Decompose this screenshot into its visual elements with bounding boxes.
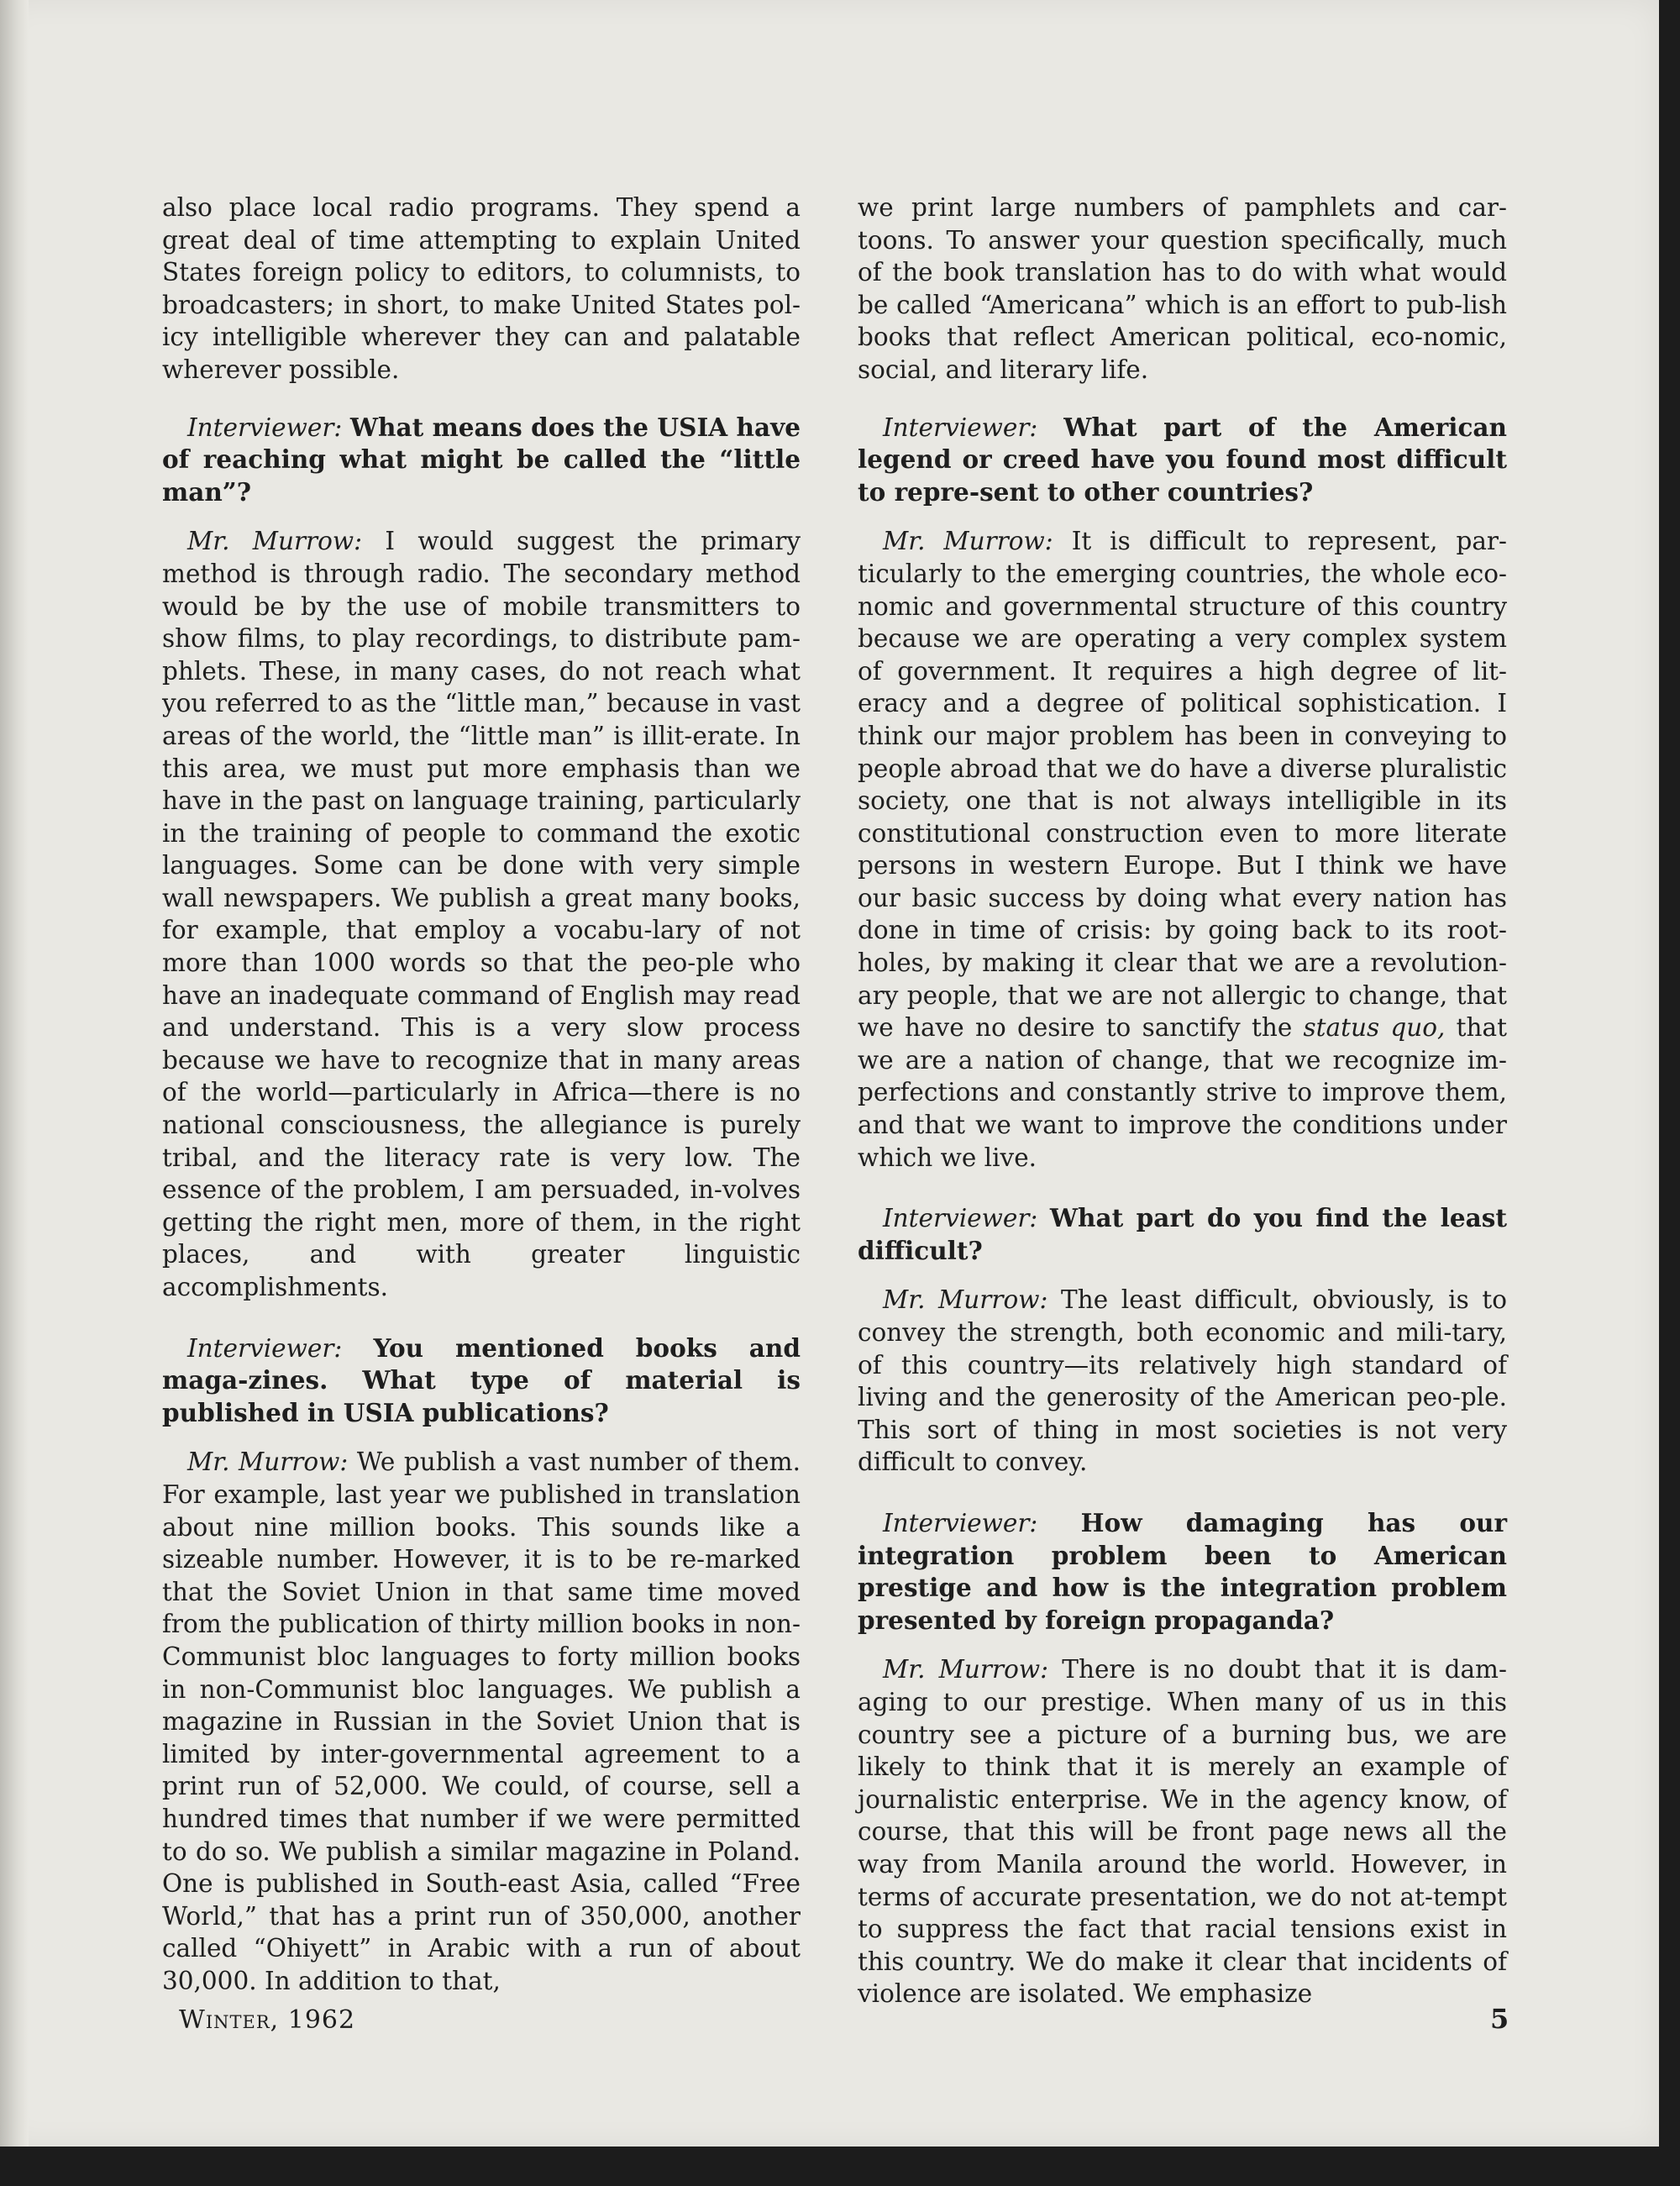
paragraph: we print large numbers of pamphlets and car-toons. To answer your question specifically, much of the book translation has to do with what would be called “Americana” which is an effort to pub-lish books that reflect American political, eco-nomic, social, and literary life.: [858, 193, 1507, 384]
speaker-label: Mr. Murrow:: [883, 527, 1053, 556]
left-column: [162, 192, 801, 2026]
interview-answer: [858, 1653, 1507, 2010]
speaker-label: Mr. Murrow:: [187, 1448, 349, 1477]
speaker-label: Mr. Murrow:: [883, 1655, 1049, 1684]
interview-answer: [162, 1446, 801, 1997]
speaker-label: Interviewer:: [883, 1204, 1038, 1233]
interview-question: [162, 412, 801, 509]
answer-text: We publish a vast number of them. For example, last year we published in translation about nine million books. This sounds like a sizeable number. However, it is to be re-marked that the Soviet Union in that same time moved from the publication of thirty million books in non-Communist bloc languages to forty million books in non-Communist bloc languages. We publish a magazine in Russian in the Soviet Union that is limited by inter-governmental agreement to a print run of 52,000. We could, of course, sell a hundred times that number if we were permitted to do so. We publish a similar magazine in Poland. One is published in South-east Asia, called “Free World,” that has a print run of 350,000, another called “Ohiyett” in Arabic with a run of about 30,000. In addition to that,: [162, 1448, 801, 1995]
interview-question: [858, 1202, 1507, 1267]
speaker-label: Interviewer:: [187, 1333, 343, 1363]
issue-date-footer: Winter, 1962: [179, 2005, 356, 2035]
interview-answer: [858, 1284, 1507, 1479]
interview-question: [162, 1332, 801, 1430]
interview-question: [858, 412, 1507, 509]
question-text: What part do you find the least difficult?: [858, 1203, 1507, 1265]
question-text: You mentioned books and maga-zines. What type of material is published in USIA publications?: [162, 1332, 801, 1427]
speaker-label: Interviewer:: [883, 1508, 1038, 1537]
interview-question: [858, 1507, 1507, 1637]
question-text: What means does the USIA have of reaching what might be called the “little man”?: [162, 412, 801, 507]
page-number: 5: [1490, 2003, 1509, 2035]
page-spine-shadow: [0, 0, 29, 2147]
answer-text: The least difficult, obviously, is to convey the strength, both economic and mili-tary, of this country—its relatively high standard of living and the generosity of the American peo-ple. This sort of thing in most societies is not very difficult to convey.: [858, 1285, 1507, 1477]
question-text: What part of the American legend or creed have you found most difficult to repre-sent to other countries?: [858, 412, 1507, 507]
speaker-label: Mr. Murrow:: [883, 1285, 1048, 1315]
question-text: How damaging has our integration problem been to American prestige and how is the integration problem presented by foreign propaganda?: [858, 1507, 1507, 1635]
interview-answer: [162, 525, 801, 1303]
speaker-label: Mr. Murrow:: [187, 527, 363, 556]
paragraph: also place local radio programs. They spend a great deal of time attempting to explain United States foreign policy to editors, to columnists, to broadcasters; in short, to make United States pol-icy intelligible wherever they can and palatable wherever possible.: [162, 193, 801, 384]
right-column: [858, 192, 1507, 2039]
emphasis-text: status quo,: [1303, 1013, 1446, 1043]
answer-text: that we are a nation of change, that we recognize im-perfections and constantly strive to improve them, and that we want to improve the conditions under which we live.: [858, 1013, 1507, 1172]
interview-answer: [858, 525, 1507, 1174]
speaker-label: Interviewer:: [187, 413, 343, 442]
speaker-label: Interviewer:: [883, 413, 1038, 442]
answer-text: I would suggest the primary method is through radio. The secondary method would be by the use of mobile transmitters to show films, to play recordings, to distribute pam-phlets. These, in many cases, do not reach what you referred to as the “little man,” because in vast areas of the world, the “little man” is illit-erate. In this area, we must put more emphasis than we have in the past on language training, particularly in the training of people to command the exotic languages. Some can be done with very simple wall newspapers. We publish a great many books, for example, that employ a vocabu-lary of not more than 1000 words so that the peo-ple who have an inadequate command of English may read and understand. This is a very slow process because we have to recognize that in many areas of the world—particularly in Africa—there is no national consciousness, the allegiance is purely tribal, and the literacy rate is very low. The essence of the problem, I am persuaded, in-volves getting the right men, more of them, in the right places, and with greater linguistic accomplishments.: [162, 527, 801, 1301]
answer-text: There is no doubt that it is dam-aging to our prestige. When many of us in this country see a picture of a burning bus, we are likely to think that it is merely an example of journalistic enterprise. We in the agency know, of course, that this will be front page news all the way from Manila around the world. However, in terms of accurate presentation, we do not at-tempt to suppress the fact that racial tensions exist in this country. We do make it clear that incidents of violence are isolated. We emphasize: [858, 1655, 1507, 2009]
answer-text: It is difficult to represent, par-ticularly to the emerging countries, the whole eco-nomic and governmental structure of this country because we are operating a very complex system of government. It requires a high degree of lit-eracy and a degree of political sophistication. I think our major problem has been in conveying to people abroad that we do have a diverse pluralistic society, one that is not always intelligible in its constitutional construction even to more literate persons in western Europe. But I think we have our basic success by doing what every nation has done in time of crisis: by going back to its root-holes, by making it clear that we are a revolution-ary people, that we are not allergic to change, that we have no desire to sanctify the: [858, 527, 1507, 1043]
